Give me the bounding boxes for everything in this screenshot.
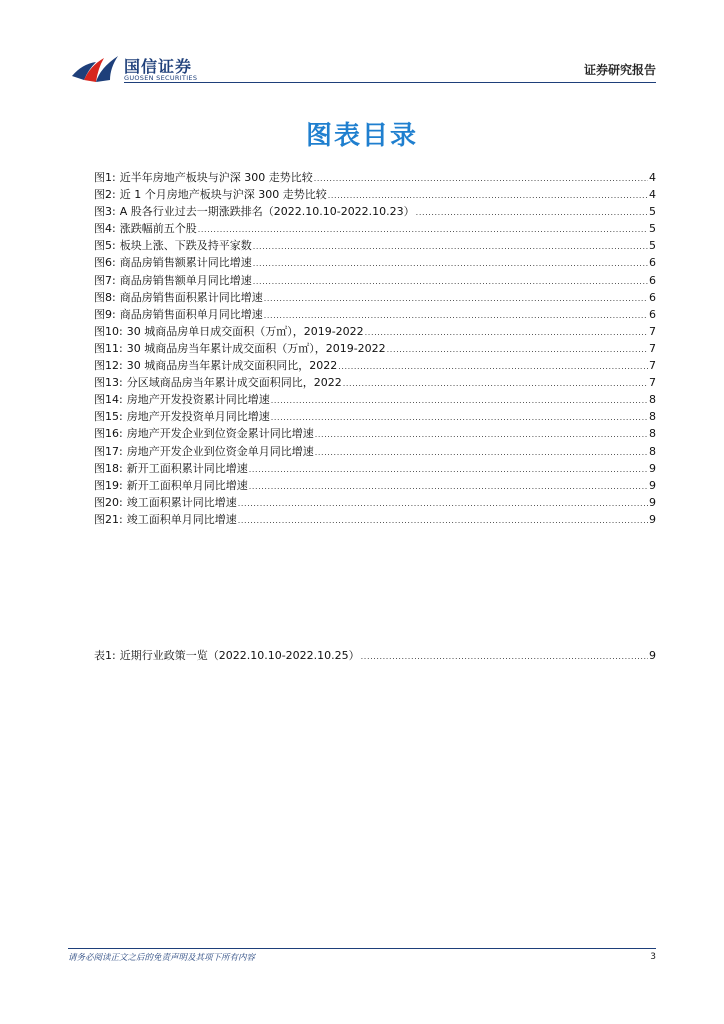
toc-entry-page: 5 [649, 222, 656, 236]
figure-toc-entry[interactable] [94, 374, 656, 391]
toc-entry-page: 4 [649, 188, 656, 202]
toc-leader-dots [253, 238, 648, 255]
toc-entry-number: 图12: [94, 359, 123, 373]
toc-entry-page: 6 [649, 273, 656, 287]
figure-toc-entry[interactable] [94, 511, 656, 528]
figure-toc-entry[interactable] [94, 408, 656, 425]
logo-english-name: GUOSEN SECURITIES [124, 74, 198, 82]
toc-entry-number: 图15: [94, 410, 123, 424]
toc-leader-dots [253, 273, 648, 290]
toc-entry-number: 图14: [94, 393, 123, 407]
toc-entry-page: 7 [649, 359, 656, 373]
toc-leader-dots [328, 187, 648, 204]
toc-entry-page: 9 [649, 512, 656, 526]
figure-toc-entry[interactable] [94, 391, 656, 408]
toc-leader-dots [361, 648, 648, 665]
logo-chinese-name: 国信证券 [124, 57, 193, 76]
toc-entry-title: 房地产开发投资单月同比增速 [126, 410, 270, 424]
toc-entry-number: 图18: [94, 461, 123, 475]
figure-toc-entry[interactable] [94, 272, 656, 289]
toc-leader-dots [264, 307, 648, 324]
toc-entry-title: 商品房销售面积累计同比增速 [119, 290, 263, 304]
guosen-logo-icon [70, 52, 122, 86]
toc-entry-page: 4 [649, 171, 656, 184]
figure-toc-entry[interactable] [94, 357, 656, 374]
toc-entry-number: 图2: [94, 188, 116, 202]
toc-entry-number: 图20: [94, 495, 123, 509]
toc-entry-title: 近期行业政策一览（2022.10.10-2022.10.25） [119, 649, 360, 662]
toc-entry-page: 5 [649, 205, 656, 219]
toc-entry-page: 8 [649, 393, 656, 407]
toc-entry-number: 图6: [94, 256, 116, 270]
figure-toc-entry[interactable] [94, 169, 656, 186]
toc-leader-dots [315, 444, 648, 461]
toc-leader-dots [315, 426, 648, 443]
header-divider [124, 82, 656, 83]
toc-entry-page: 9 [649, 461, 656, 475]
footer-divider [68, 948, 656, 949]
toc-entry-number: 图3: [94, 205, 116, 219]
toc-entry-page: 9 [649, 495, 656, 509]
figure-toc-entry[interactable] [94, 306, 656, 323]
figure-toc-entry[interactable] [94, 460, 656, 477]
toc-entry-page: 6 [649, 307, 656, 321]
figure-toc-entry[interactable] [94, 323, 656, 340]
toc-entry-title: 商品房销售额累计同比增速 [119, 256, 252, 270]
toc-entry-number: 图17: [94, 444, 123, 458]
toc-entry-title: 房地产开发投资累计同比增速 [126, 393, 270, 407]
toc-leader-dots [365, 324, 648, 341]
toc-entry-number: 图5: [94, 239, 116, 253]
toc-entry-page: 7 [649, 341, 656, 355]
toc-entry-title: 近 1 个月房地产板块与沪深 300 走势比较 [119, 188, 327, 202]
toc-entry-page: 5 [649, 239, 656, 253]
toc-leader-dots [238, 495, 648, 512]
toc-entry-number: 图13: [94, 376, 123, 390]
toc-entry-number: 图11: [94, 341, 123, 355]
toc-entry-page: 8 [649, 410, 656, 424]
toc-leader-dots [238, 512, 648, 529]
toc-title: 图表目录 [305, 121, 418, 151]
toc-entry-number: 图4: [94, 222, 116, 236]
table-toc-list [94, 647, 656, 664]
toc-entry-title: 近半年房地产板块与沪深 300 走势比较 [119, 171, 313, 184]
toc-leader-dots [249, 461, 648, 478]
toc-leader-dots [416, 204, 648, 221]
toc-entry-number: 图1: [94, 171, 116, 184]
toc-entry-number: 图7: [94, 273, 116, 287]
toc-entry-number: 图10: [94, 324, 123, 338]
toc-entry-title: 竣工面积单月同比增速 [126, 512, 237, 526]
figure-toc-entry[interactable] [94, 203, 656, 220]
figure-toc-entry[interactable] [94, 477, 656, 494]
toc-entry-number: 图16: [94, 427, 123, 441]
figure-toc-entry[interactable] [94, 289, 656, 306]
toc-entry-page: 6 [649, 256, 656, 270]
toc-entry-title: 新开工面积单月同比增速 [126, 478, 248, 492]
toc-leader-dots [343, 375, 648, 392]
toc-entry-number: 图19: [94, 478, 123, 492]
figure-toc-entry[interactable] [94, 425, 656, 442]
toc-entry-page: 6 [649, 290, 656, 304]
figure-toc-entry[interactable] [94, 237, 656, 254]
toc-entry-title: 30 城商品房当年累计成交面积（万㎡），2019-2022 [126, 341, 386, 355]
toc-entry-title: 30 城商品房单日成交面积（万㎡），2019-2022 [126, 324, 364, 338]
figure-toc-list [94, 169, 656, 528]
toc-entry-title: 商品房销售额单月同比增速 [119, 273, 252, 287]
toc-entry-title: 房地产开发企业到位资金累计同比增速 [126, 427, 314, 441]
toc-leader-dots [387, 341, 648, 358]
footer-disclaimer: 请务必阅读正文之后的免责声明及其项下所有内容 [68, 953, 256, 963]
toc-entry-title: 竣工面积累计同比增速 [126, 495, 237, 509]
toc-entry-title: 30 城商品房当年累计成交面积同比，2022 [126, 359, 338, 373]
page-number: 3 [650, 952, 656, 962]
toc-leader-dots [338, 358, 648, 375]
figure-toc-entry[interactable] [94, 443, 656, 460]
toc-leader-dots [264, 290, 648, 307]
figure-toc-entry[interactable] [94, 340, 656, 357]
toc-entry-page: 7 [649, 324, 656, 338]
figure-toc-entry[interactable] [94, 494, 656, 511]
toc-entry-title: 新开工面积累计同比增速 [126, 461, 248, 475]
toc-entry-page: 9 [649, 649, 656, 662]
toc-entry-number: 图9: [94, 307, 116, 321]
toc-entry-title: A 股各行业过去一期涨跌排名（2022.10.10-2022.10.23） [119, 205, 415, 219]
figure-toc-entry[interactable] [94, 254, 656, 271]
toc-leader-dots [314, 170, 648, 187]
toc-entry-page: 7 [649, 376, 656, 390]
report-type-label: 证券研究报告 [583, 63, 656, 77]
toc-entry-title: 分区域商品房当年累计成交面积同比，2022 [126, 376, 342, 390]
toc-entry-title: 房地产开发企业到位资金单月同比增速 [126, 444, 314, 458]
toc-entry-title: 涨跌幅前五个股 [119, 222, 197, 236]
toc-entry-page: 9 [649, 478, 656, 492]
guosen-logo [70, 52, 220, 86]
table-toc-entry[interactable] [94, 647, 656, 664]
toc-entry-number: 表1: [94, 649, 116, 662]
toc-entry-page: 8 [649, 427, 656, 441]
figure-toc-entry[interactable] [94, 186, 656, 203]
toc-entry-number: 图21: [94, 512, 123, 526]
toc-leader-dots [271, 392, 648, 409]
toc-entry-title: 商品房销售面积单月同比增速 [119, 307, 263, 321]
toc-leader-dots [253, 255, 648, 272]
toc-leader-dots [271, 409, 648, 426]
figure-toc-entry[interactable] [94, 220, 656, 237]
toc-entry-title: 板块上涨、下跌及持平家数 [119, 239, 252, 253]
toc-leader-dots [198, 221, 648, 238]
toc-leader-dots [249, 478, 648, 495]
toc-entry-page: 8 [649, 444, 656, 458]
toc-entry-number: 图8: [94, 290, 116, 304]
